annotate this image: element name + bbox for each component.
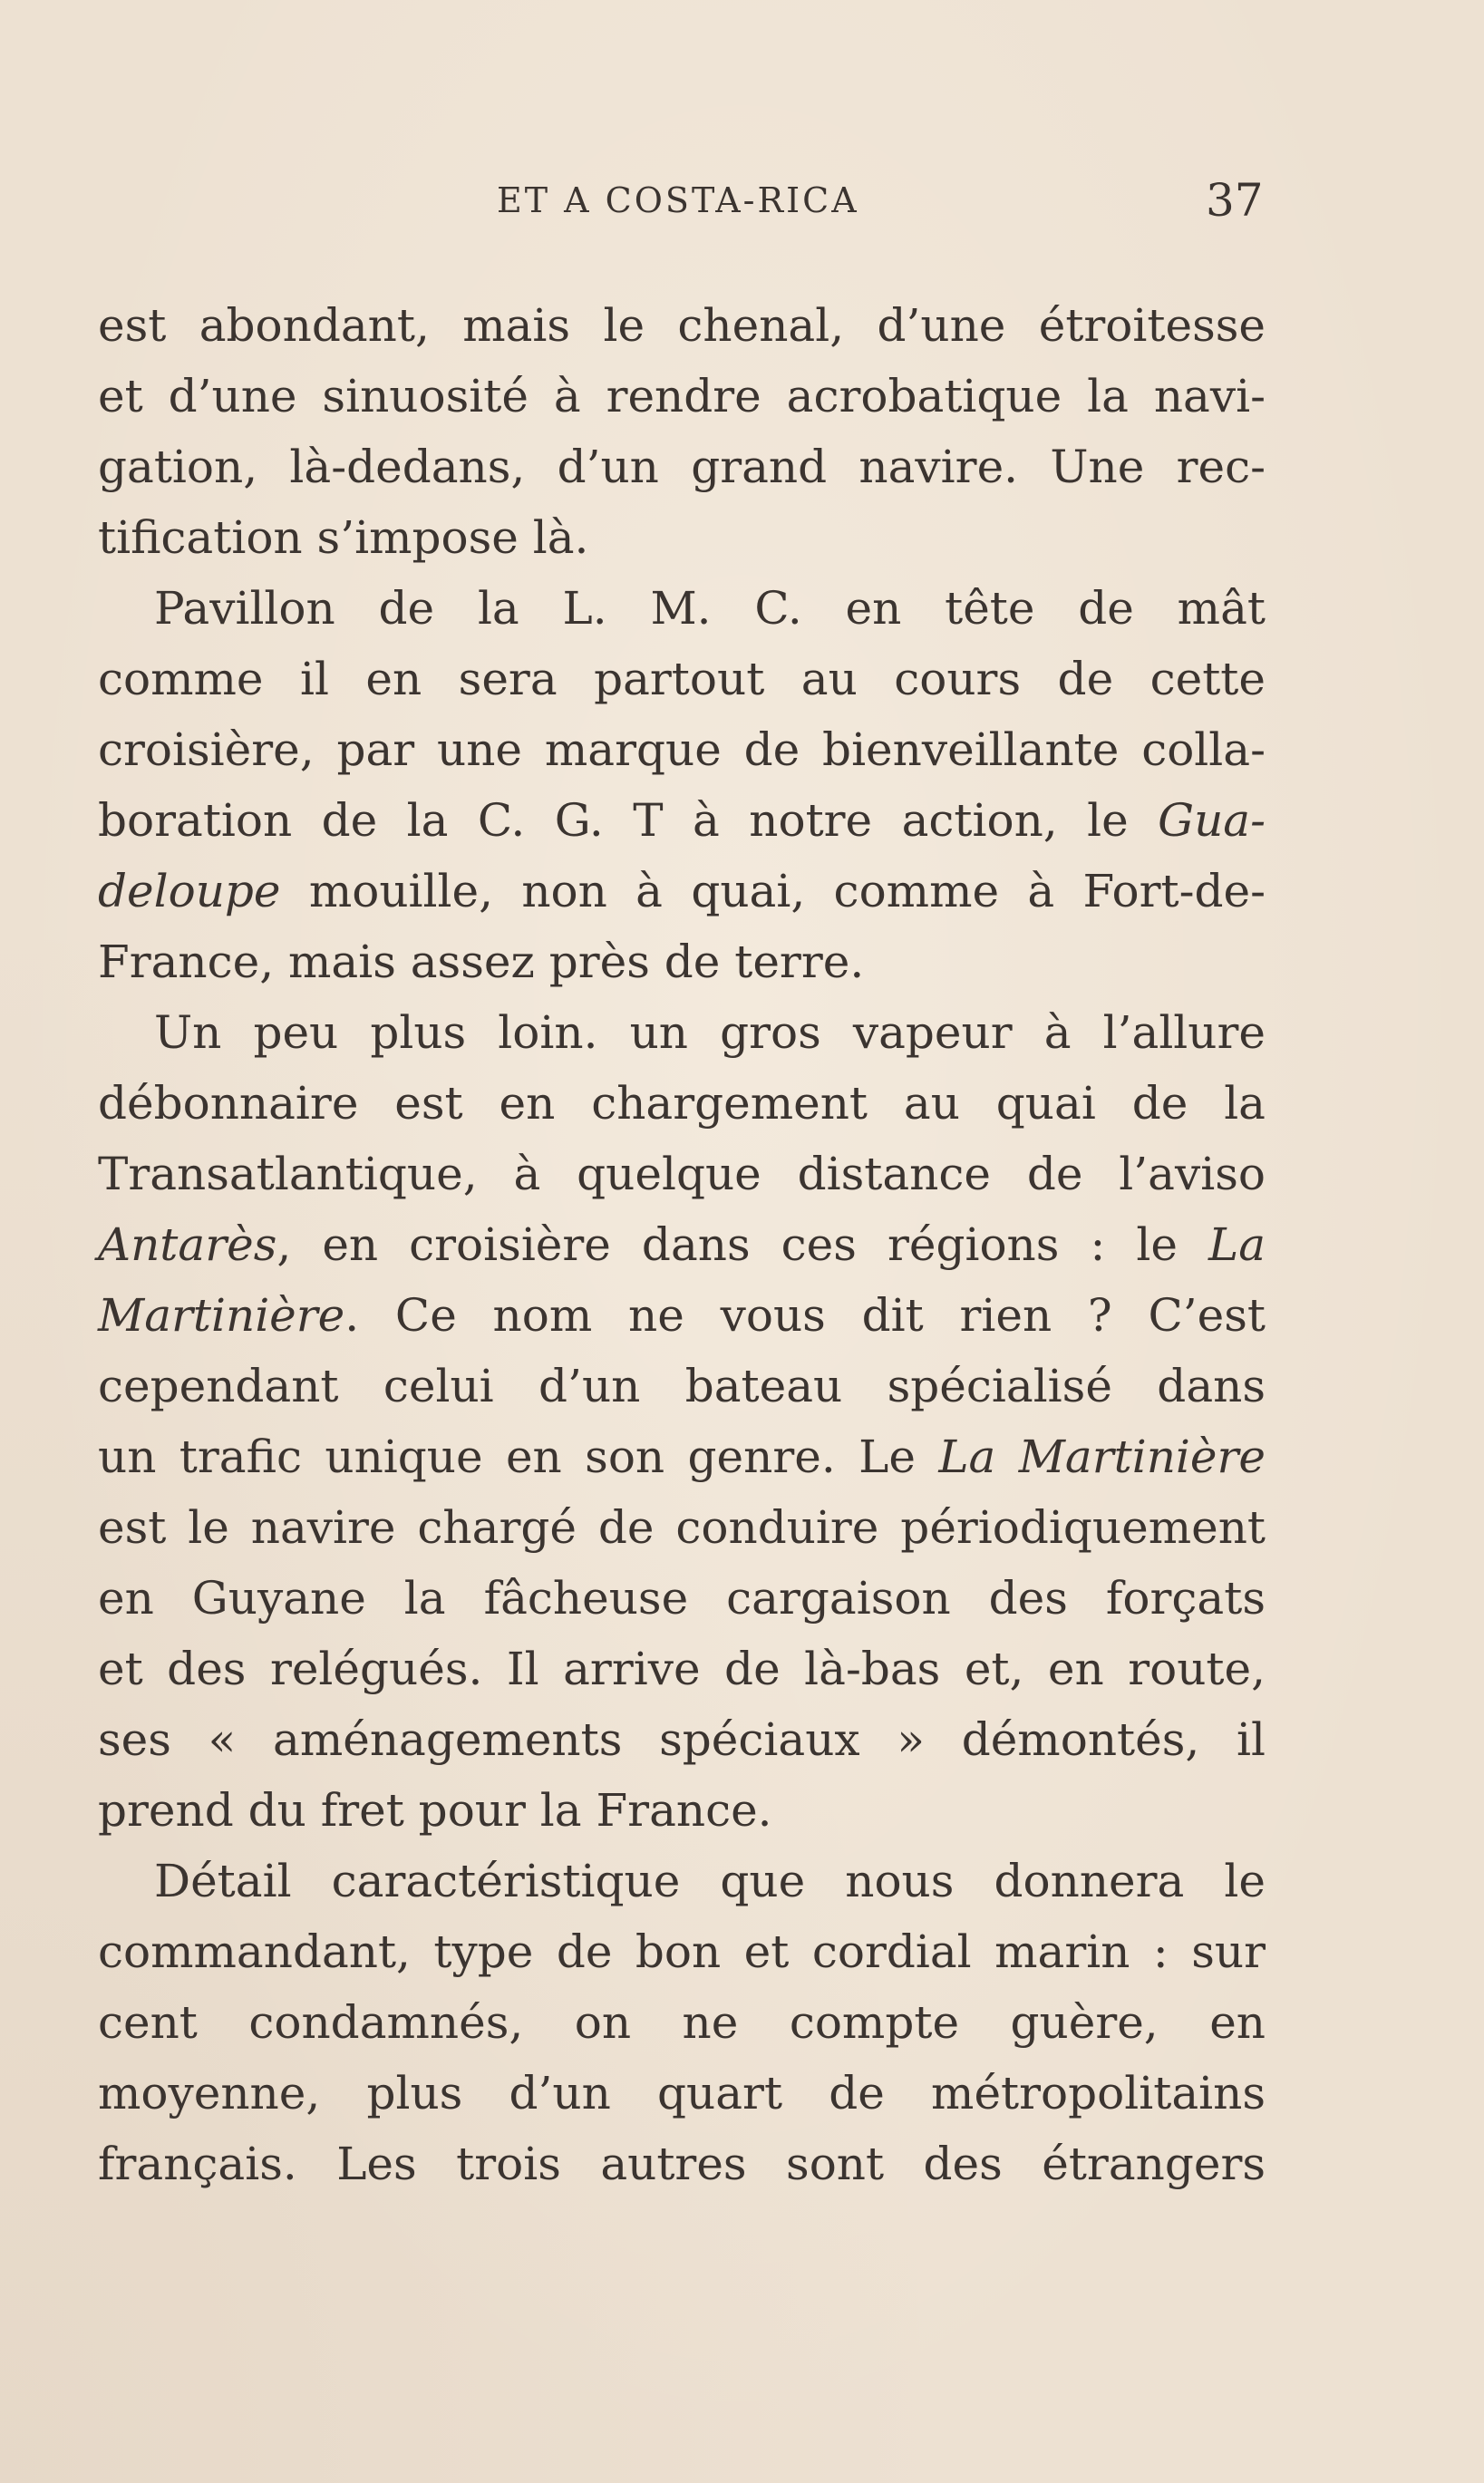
page-number: 37 <box>1206 174 1264 227</box>
text-line <box>98 1421 1266 1492</box>
text-line: moyenne, plus d’un quart de métropolitains <box>98 2067 1266 2119</box>
text-span: . Ce nom ne vous dit rien ? C’est <box>344 1289 1266 1342</box>
text-line: cent condamnés, on ne compte guère, en <box>98 1996 1266 2049</box>
text-span: , en croisière dans ces régions : le <box>276 1218 1208 1271</box>
text-line: et d’une sinuosité à rendre acrobatique la navi- <box>98 370 1266 422</box>
ship-name-italic: La <box>1208 1218 1266 1271</box>
paragraph-first-line: Un peu plus loin. un gros vapeur à l’allure <box>154 1006 1266 1059</box>
text-line: croisière, par une marque de bienveillante colla- <box>98 723 1266 776</box>
text-line: prend du fret pour la France. <box>98 1784 772 1837</box>
text-line: en Guyane la fâcheuse cargaison des forçats <box>98 1572 1266 1625</box>
ship-name-italic: Antarès <box>98 1218 277 1271</box>
ship-name-italic: Martinière <box>98 1289 345 1342</box>
ship-name-italic: deloupe <box>98 865 281 917</box>
text-line: cependant celui d’un bateau spécialisé dans <box>98 1360 1266 1412</box>
text-line: comme il en sera partout au cours de cette <box>98 653 1266 705</box>
text-line: et des relégués. Il arrive de là-bas et, en route, <box>98 1643 1266 1695</box>
ship-name-italic: La Martinière <box>938 1431 1266 1483</box>
text-line <box>98 1209 1266 1280</box>
text-line: est le navire chargé de conduire périodiquement <box>98 1501 1266 1554</box>
text-line: commandant, type de bon et cordial marin : sur <box>98 1925 1266 1978</box>
text-line <box>98 785 1266 856</box>
text-line: tification s’impose là. <box>98 511 589 564</box>
running-head: ET A COSTA-RICA <box>497 180 859 220</box>
text-line: ses « aménagements spéciaux » démontés, il <box>98 1713 1266 1766</box>
text-line: gation, là-dedans, d’un grand navire. Une rec- <box>98 441 1266 493</box>
text-line <box>98 1280 1266 1351</box>
text-line <box>98 856 1266 926</box>
text-line: France, mais assez près de terre. <box>98 936 865 988</box>
text-line: est abondant, mais le chenal, d’une étroitesse <box>98 299 1266 352</box>
text-line: Transatlantique, à quelque distance de l’aviso <box>98 1148 1266 1200</box>
text-span: boration de la C. G. T à notre action, le <box>98 794 1159 847</box>
text-span: un trafic unique en son genre. Le <box>98 1431 939 1483</box>
paragraph-first-line: Détail caractéristique que nous donnera le <box>154 1855 1266 1907</box>
text-span: mouille, non à quai, comme à Fort-de- <box>280 865 1266 917</box>
paragraph-first-line: Pavillon de la L. M. C. en tête de mât <box>154 582 1266 635</box>
text-line: débonnaire est en chargement au quai de la <box>98 1077 1266 1130</box>
ship-name-italic: Gua- <box>1158 794 1266 847</box>
text-line: français. Les trois autres sont des étrangers <box>98 2138 1266 2190</box>
